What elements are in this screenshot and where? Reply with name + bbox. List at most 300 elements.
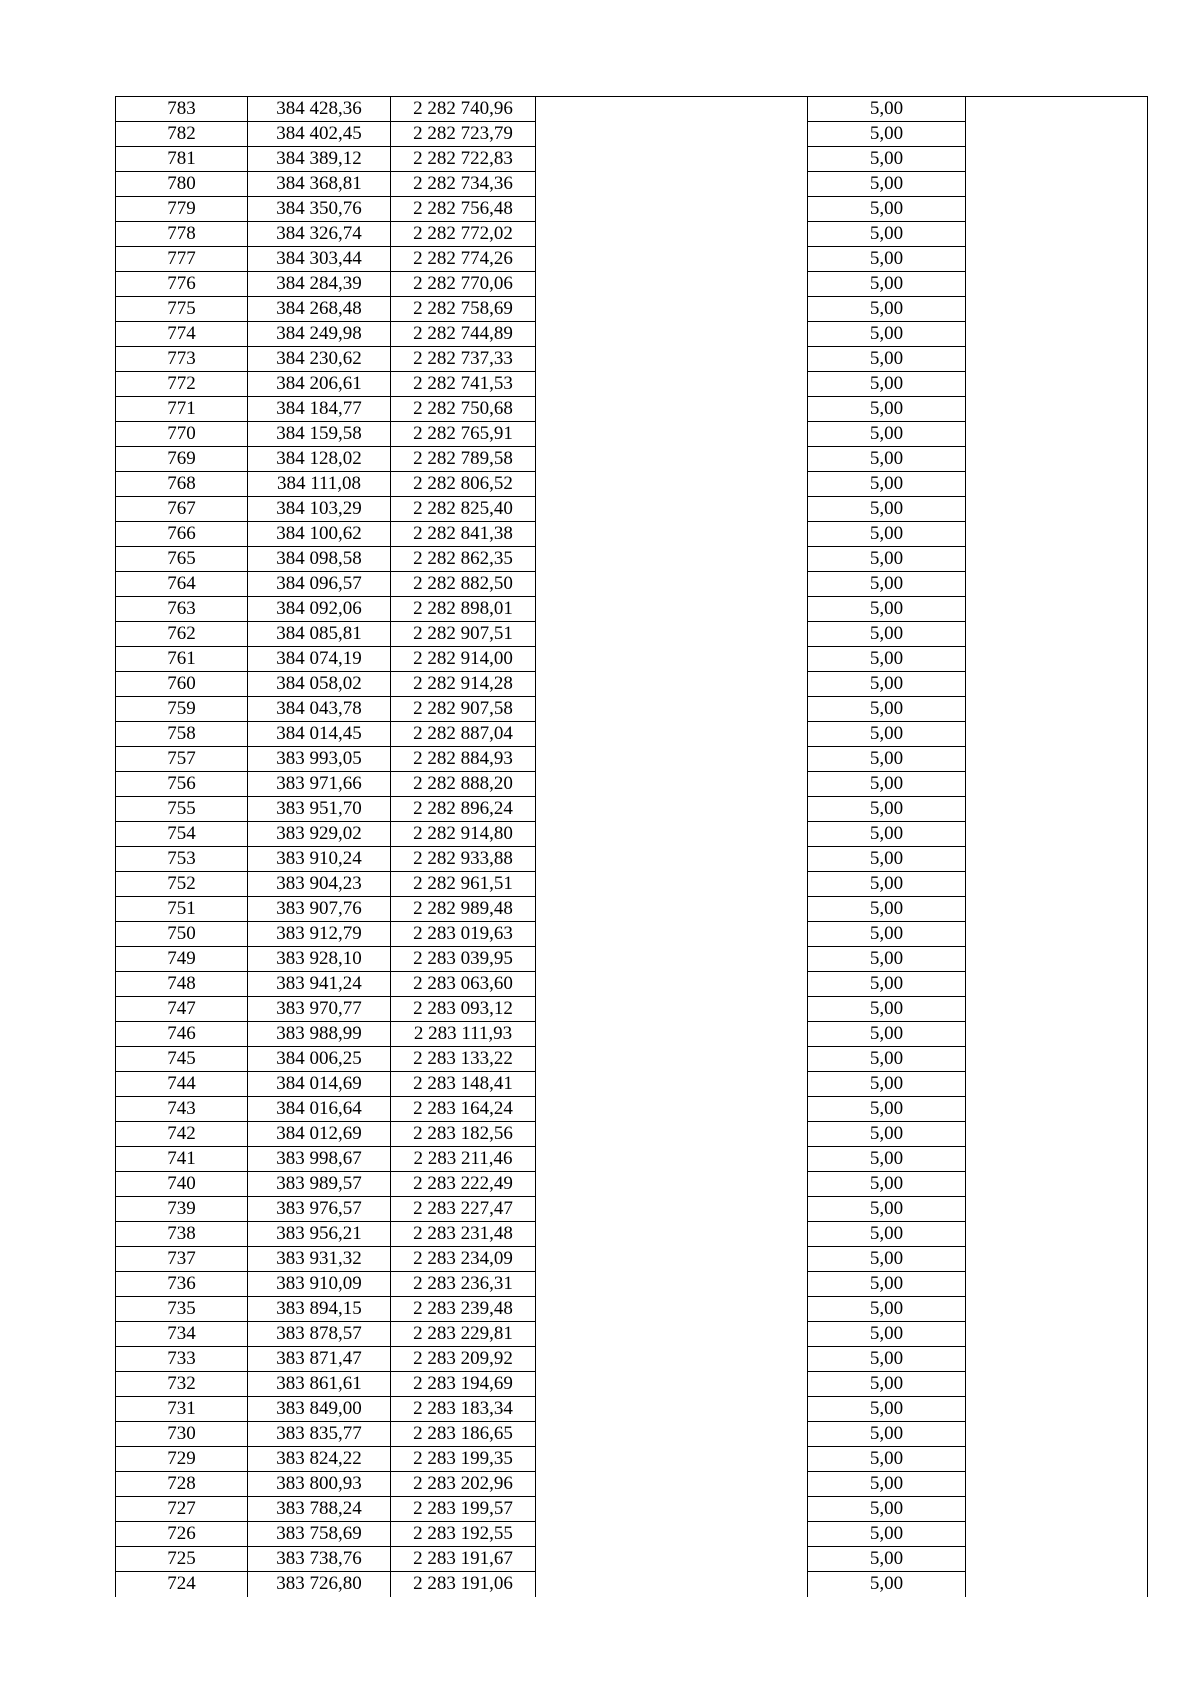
table-row bbox=[115, 672, 1147, 697]
point-number-cell: 765 bbox=[115, 547, 247, 572]
empty-cell bbox=[535, 997, 807, 1022]
point-number-cell: 738 bbox=[115, 1222, 247, 1247]
value-cell: 5,00 bbox=[807, 1172, 965, 1197]
value-cell: 5,00 bbox=[807, 272, 965, 297]
y-coordinate-cell: 2 282 750,68 bbox=[390, 397, 535, 422]
y-coordinate-cell: 2 283 191,67 bbox=[390, 1547, 535, 1572]
value-cell: 5,00 bbox=[807, 797, 965, 822]
empty-cell bbox=[965, 722, 1147, 747]
empty-cell bbox=[535, 522, 807, 547]
y-coordinate-cell: 2 282 887,04 bbox=[390, 722, 535, 747]
empty-cell bbox=[535, 897, 807, 922]
point-number-cell: 780 bbox=[115, 172, 247, 197]
y-coordinate-cell: 2 283 229,81 bbox=[390, 1322, 535, 1347]
empty-cell bbox=[535, 1322, 807, 1347]
y-coordinate-cell: 2 283 019,63 bbox=[390, 922, 535, 947]
empty-cell bbox=[535, 947, 807, 972]
table-row bbox=[115, 572, 1147, 597]
y-coordinate-cell: 2 283 227,47 bbox=[390, 1197, 535, 1222]
empty-cell bbox=[965, 1522, 1147, 1547]
value-cell: 5,00 bbox=[807, 1547, 965, 1572]
y-coordinate-cell: 2 282 734,36 bbox=[390, 172, 535, 197]
x-coordinate-cell: 383 878,57 bbox=[247, 1322, 390, 1347]
point-number-cell: 724 bbox=[115, 1572, 247, 1597]
empty-cell bbox=[535, 1497, 807, 1522]
empty-cell bbox=[965, 272, 1147, 297]
table-row bbox=[115, 922, 1147, 947]
empty-cell bbox=[535, 1472, 807, 1497]
y-coordinate-cell: 2 282 825,40 bbox=[390, 497, 535, 522]
value-cell: 5,00 bbox=[807, 472, 965, 497]
point-number-cell: 729 bbox=[115, 1447, 247, 1472]
value-cell: 5,00 bbox=[807, 1147, 965, 1172]
table-row bbox=[115, 272, 1147, 297]
empty-cell bbox=[535, 447, 807, 472]
y-coordinate-cell: 2 282 723,79 bbox=[390, 122, 535, 147]
empty-cell bbox=[535, 147, 807, 172]
table-row bbox=[115, 197, 1147, 222]
empty-cell bbox=[535, 1347, 807, 1372]
value-cell: 5,00 bbox=[807, 547, 965, 572]
empty-cell bbox=[535, 872, 807, 897]
x-coordinate-cell: 384 350,76 bbox=[247, 197, 390, 222]
table-row bbox=[115, 1097, 1147, 1122]
table-row bbox=[115, 1297, 1147, 1322]
empty-cell bbox=[965, 1447, 1147, 1472]
value-cell: 5,00 bbox=[807, 147, 965, 172]
empty-cell bbox=[965, 572, 1147, 597]
value-cell: 5,00 bbox=[807, 972, 965, 997]
empty-cell bbox=[535, 972, 807, 997]
empty-cell bbox=[535, 372, 807, 397]
x-coordinate-cell: 384 326,74 bbox=[247, 222, 390, 247]
empty-cell bbox=[535, 497, 807, 522]
empty-cell bbox=[965, 122, 1147, 147]
table-row bbox=[115, 1447, 1147, 1472]
x-coordinate-cell: 384 014,45 bbox=[247, 722, 390, 747]
value-cell: 5,00 bbox=[807, 597, 965, 622]
y-coordinate-cell: 2 282 765,91 bbox=[390, 422, 535, 447]
y-coordinate-cell: 2 282 961,51 bbox=[390, 872, 535, 897]
empty-cell bbox=[965, 547, 1147, 572]
empty-cell bbox=[535, 1072, 807, 1097]
x-coordinate-cell: 384 268,48 bbox=[247, 297, 390, 322]
value-cell: 5,00 bbox=[807, 197, 965, 222]
point-number-cell: 766 bbox=[115, 522, 247, 547]
value-cell: 5,00 bbox=[807, 447, 965, 472]
value-cell: 5,00 bbox=[807, 372, 965, 397]
value-cell: 5,00 bbox=[807, 922, 965, 947]
table-row bbox=[115, 1247, 1147, 1272]
point-number-cell: 753 bbox=[115, 847, 247, 872]
empty-cell bbox=[535, 922, 807, 947]
table-row bbox=[115, 1222, 1147, 1247]
empty-cell bbox=[965, 1122, 1147, 1147]
point-number-cell: 751 bbox=[115, 897, 247, 922]
table-row bbox=[115, 447, 1147, 472]
point-number-cell: 749 bbox=[115, 947, 247, 972]
value-cell: 5,00 bbox=[807, 1522, 965, 1547]
x-coordinate-cell: 383 951,70 bbox=[247, 797, 390, 822]
table-row bbox=[115, 347, 1147, 372]
table-row bbox=[115, 472, 1147, 497]
point-number-cell: 762 bbox=[115, 622, 247, 647]
y-coordinate-cell: 2 283 186,65 bbox=[390, 1422, 535, 1447]
x-coordinate-cell: 384 368,81 bbox=[247, 172, 390, 197]
x-coordinate-cell: 383 910,24 bbox=[247, 847, 390, 872]
point-number-cell: 783 bbox=[115, 97, 247, 122]
point-number-cell: 737 bbox=[115, 1247, 247, 1272]
x-coordinate-cell: 384 058,02 bbox=[247, 672, 390, 697]
empty-cell bbox=[965, 1147, 1147, 1172]
x-coordinate-cell: 383 929,02 bbox=[247, 822, 390, 847]
empty-cell bbox=[965, 597, 1147, 622]
point-number-cell: 734 bbox=[115, 1322, 247, 1347]
x-coordinate-cell: 383 989,57 bbox=[247, 1172, 390, 1197]
empty-cell bbox=[965, 1097, 1147, 1122]
x-coordinate-cell: 384 103,29 bbox=[247, 497, 390, 522]
empty-cell bbox=[965, 97, 1147, 122]
table-row bbox=[115, 322, 1147, 347]
y-coordinate-cell: 2 282 862,35 bbox=[390, 547, 535, 572]
empty-cell bbox=[965, 1497, 1147, 1522]
empty-cell bbox=[965, 997, 1147, 1022]
value-cell: 5,00 bbox=[807, 847, 965, 872]
y-coordinate-cell: 2 283 093,12 bbox=[390, 997, 535, 1022]
y-coordinate-cell: 2 282 770,06 bbox=[390, 272, 535, 297]
table-row bbox=[115, 1522, 1147, 1547]
empty-cell bbox=[965, 1222, 1147, 1247]
x-coordinate-cell: 384 206,61 bbox=[247, 372, 390, 397]
table-row bbox=[115, 897, 1147, 922]
value-cell: 5,00 bbox=[807, 222, 965, 247]
y-coordinate-cell: 2 282 774,26 bbox=[390, 247, 535, 272]
x-coordinate-cell: 384 016,64 bbox=[247, 1097, 390, 1122]
value-cell: 5,00 bbox=[807, 897, 965, 922]
y-coordinate-cell: 2 282 841,38 bbox=[390, 522, 535, 547]
x-coordinate-cell: 384 284,39 bbox=[247, 272, 390, 297]
empty-cell bbox=[965, 697, 1147, 722]
value-cell: 5,00 bbox=[807, 647, 965, 672]
value-cell: 5,00 bbox=[807, 1022, 965, 1047]
x-coordinate-cell: 384 085,81 bbox=[247, 622, 390, 647]
empty-cell bbox=[535, 747, 807, 772]
point-number-cell: 741 bbox=[115, 1147, 247, 1172]
empty-cell bbox=[535, 1297, 807, 1322]
table-row bbox=[115, 97, 1147, 122]
x-coordinate-cell: 384 111,08 bbox=[247, 472, 390, 497]
y-coordinate-cell: 2 283 222,49 bbox=[390, 1172, 535, 1197]
empty-cell bbox=[965, 1197, 1147, 1222]
y-coordinate-cell: 2 283 209,92 bbox=[390, 1347, 535, 1372]
y-coordinate-cell: 2 282 789,58 bbox=[390, 447, 535, 472]
point-number-cell: 736 bbox=[115, 1272, 247, 1297]
point-number-cell: 767 bbox=[115, 497, 247, 522]
value-cell: 5,00 bbox=[807, 1122, 965, 1147]
empty-cell bbox=[965, 347, 1147, 372]
empty-cell bbox=[535, 1572, 807, 1597]
table-row bbox=[115, 597, 1147, 622]
empty-cell bbox=[535, 547, 807, 572]
empty-cell bbox=[535, 1122, 807, 1147]
empty-cell bbox=[965, 772, 1147, 797]
point-number-cell: 755 bbox=[115, 797, 247, 822]
y-coordinate-cell: 2 282 933,88 bbox=[390, 847, 535, 872]
value-cell: 5,00 bbox=[807, 522, 965, 547]
empty-cell bbox=[535, 1097, 807, 1122]
empty-cell bbox=[965, 522, 1147, 547]
y-coordinate-cell: 2 282 896,24 bbox=[390, 797, 535, 822]
table-row bbox=[115, 222, 1147, 247]
x-coordinate-cell: 384 100,62 bbox=[247, 522, 390, 547]
x-coordinate-cell: 384 230,62 bbox=[247, 347, 390, 372]
table-row bbox=[115, 397, 1147, 422]
point-number-cell: 747 bbox=[115, 997, 247, 1022]
point-number-cell: 772 bbox=[115, 372, 247, 397]
point-number-cell: 728 bbox=[115, 1472, 247, 1497]
y-coordinate-cell: 2 282 888,20 bbox=[390, 772, 535, 797]
empty-cell bbox=[965, 622, 1147, 647]
y-coordinate-cell: 2 283 164,24 bbox=[390, 1097, 535, 1122]
table-row bbox=[115, 1147, 1147, 1172]
y-coordinate-cell: 2 282 722,83 bbox=[390, 147, 535, 172]
empty-cell bbox=[535, 1172, 807, 1197]
value-cell: 5,00 bbox=[807, 422, 965, 447]
value-cell: 5,00 bbox=[807, 347, 965, 372]
y-coordinate-cell: 2 283 039,95 bbox=[390, 947, 535, 972]
empty-cell bbox=[965, 1297, 1147, 1322]
value-cell: 5,00 bbox=[807, 1272, 965, 1297]
x-coordinate-cell: 383 976,57 bbox=[247, 1197, 390, 1222]
empty-cell bbox=[965, 172, 1147, 197]
empty-cell bbox=[965, 222, 1147, 247]
point-number-cell: 777 bbox=[115, 247, 247, 272]
y-coordinate-cell: 2 283 182,56 bbox=[390, 1122, 535, 1147]
y-coordinate-cell: 2 282 744,89 bbox=[390, 322, 535, 347]
x-coordinate-cell: 384 096,57 bbox=[247, 572, 390, 597]
x-coordinate-cell: 384 159,58 bbox=[247, 422, 390, 447]
table-row bbox=[115, 172, 1147, 197]
table-row bbox=[115, 1272, 1147, 1297]
point-number-cell: 735 bbox=[115, 1297, 247, 1322]
table-row bbox=[115, 1472, 1147, 1497]
x-coordinate-cell: 384 014,69 bbox=[247, 1072, 390, 1097]
table-row bbox=[115, 1322, 1147, 1347]
x-coordinate-cell: 384 184,77 bbox=[247, 397, 390, 422]
value-cell: 5,00 bbox=[807, 1472, 965, 1497]
x-coordinate-cell: 383 726,80 bbox=[247, 1572, 390, 1597]
point-number-cell: 763 bbox=[115, 597, 247, 622]
empty-cell bbox=[535, 672, 807, 697]
value-cell: 5,00 bbox=[807, 1372, 965, 1397]
y-coordinate-cell: 2 283 199,35 bbox=[390, 1447, 535, 1472]
table-row bbox=[115, 997, 1147, 1022]
empty-cell bbox=[535, 222, 807, 247]
table-row bbox=[115, 822, 1147, 847]
value-cell: 5,00 bbox=[807, 822, 965, 847]
value-cell: 5,00 bbox=[807, 1297, 965, 1322]
x-coordinate-cell: 384 249,98 bbox=[247, 322, 390, 347]
x-coordinate-cell: 384 043,78 bbox=[247, 697, 390, 722]
y-coordinate-cell: 2 283 148,41 bbox=[390, 1072, 535, 1097]
empty-cell bbox=[965, 1572, 1147, 1597]
table-row bbox=[115, 747, 1147, 772]
value-cell: 5,00 bbox=[807, 297, 965, 322]
empty-cell bbox=[965, 747, 1147, 772]
y-coordinate-cell: 2 282 772,02 bbox=[390, 222, 535, 247]
point-number-cell: 760 bbox=[115, 672, 247, 697]
table-row bbox=[115, 1372, 1147, 1397]
empty-cell bbox=[965, 1322, 1147, 1347]
x-coordinate-cell: 383 956,21 bbox=[247, 1222, 390, 1247]
point-number-cell: 761 bbox=[115, 647, 247, 672]
empty-cell bbox=[535, 122, 807, 147]
y-coordinate-cell: 2 282 914,00 bbox=[390, 647, 535, 672]
x-coordinate-cell: 383 824,22 bbox=[247, 1447, 390, 1472]
empty-cell bbox=[535, 622, 807, 647]
value-cell: 5,00 bbox=[807, 1572, 965, 1597]
empty-cell bbox=[535, 572, 807, 597]
y-coordinate-cell: 2 283 194,69 bbox=[390, 1372, 535, 1397]
empty-cell bbox=[535, 1397, 807, 1422]
x-coordinate-cell: 383 970,77 bbox=[247, 997, 390, 1022]
y-coordinate-cell: 2 282 907,58 bbox=[390, 697, 535, 722]
value-cell: 5,00 bbox=[807, 497, 965, 522]
point-number-cell: 776 bbox=[115, 272, 247, 297]
table-row bbox=[115, 522, 1147, 547]
point-number-cell: 740 bbox=[115, 1172, 247, 1197]
empty-cell bbox=[535, 822, 807, 847]
point-number-cell: 725 bbox=[115, 1547, 247, 1572]
table-row bbox=[115, 1422, 1147, 1447]
y-coordinate-cell: 2 282 740,96 bbox=[390, 97, 535, 122]
value-cell: 5,00 bbox=[807, 1222, 965, 1247]
value-cell: 5,00 bbox=[807, 947, 965, 972]
value-cell: 5,00 bbox=[807, 872, 965, 897]
empty-cell bbox=[535, 397, 807, 422]
x-coordinate-cell: 383 758,69 bbox=[247, 1522, 390, 1547]
x-coordinate-cell: 383 738,76 bbox=[247, 1547, 390, 1572]
x-coordinate-cell: 384 402,45 bbox=[247, 122, 390, 147]
x-coordinate-cell: 383 871,47 bbox=[247, 1347, 390, 1372]
value-cell: 5,00 bbox=[807, 1497, 965, 1522]
empty-cell bbox=[965, 897, 1147, 922]
y-coordinate-cell: 2 283 231,48 bbox=[390, 1222, 535, 1247]
empty-cell bbox=[965, 1247, 1147, 1272]
table-row bbox=[115, 847, 1147, 872]
empty-cell bbox=[535, 472, 807, 497]
value-cell: 5,00 bbox=[807, 622, 965, 647]
point-number-cell: 748 bbox=[115, 972, 247, 997]
empty-cell bbox=[535, 322, 807, 347]
point-number-cell: 746 bbox=[115, 1022, 247, 1047]
table-row bbox=[115, 122, 1147, 147]
empty-cell bbox=[535, 1547, 807, 1572]
table-row bbox=[115, 1397, 1147, 1422]
point-number-cell: 750 bbox=[115, 922, 247, 947]
y-coordinate-cell: 2 282 756,48 bbox=[390, 197, 535, 222]
table-row bbox=[115, 797, 1147, 822]
point-number-cell: 731 bbox=[115, 1397, 247, 1422]
x-coordinate-cell: 383 910,09 bbox=[247, 1272, 390, 1297]
point-number-cell: 781 bbox=[115, 147, 247, 172]
empty-cell bbox=[535, 1247, 807, 1272]
empty-cell bbox=[535, 1522, 807, 1547]
point-number-cell: 764 bbox=[115, 572, 247, 597]
empty-cell bbox=[535, 1422, 807, 1447]
empty-cell bbox=[965, 397, 1147, 422]
empty-cell bbox=[965, 447, 1147, 472]
point-number-cell: 774 bbox=[115, 322, 247, 347]
point-number-cell: 727 bbox=[115, 1497, 247, 1522]
x-coordinate-cell: 383 849,00 bbox=[247, 1397, 390, 1422]
value-cell: 5,00 bbox=[807, 1322, 965, 1347]
x-coordinate-cell: 384 389,12 bbox=[247, 147, 390, 172]
table-row bbox=[115, 1022, 1147, 1047]
value-cell: 5,00 bbox=[807, 722, 965, 747]
x-coordinate-cell: 384 006,25 bbox=[247, 1047, 390, 1072]
empty-cell bbox=[965, 197, 1147, 222]
value-cell: 5,00 bbox=[807, 1047, 965, 1072]
empty-cell bbox=[965, 247, 1147, 272]
point-number-cell: 758 bbox=[115, 722, 247, 747]
x-coordinate-cell: 383 912,79 bbox=[247, 922, 390, 947]
empty-cell bbox=[965, 1272, 1147, 1297]
y-coordinate-cell: 2 283 199,57 bbox=[390, 1497, 535, 1522]
y-coordinate-cell: 2 283 191,06 bbox=[390, 1572, 535, 1597]
point-number-cell: 745 bbox=[115, 1047, 247, 1072]
point-number-cell: 739 bbox=[115, 1197, 247, 1222]
table-row bbox=[115, 247, 1147, 272]
empty-cell bbox=[965, 497, 1147, 522]
value-cell: 5,00 bbox=[807, 122, 965, 147]
point-number-cell: 756 bbox=[115, 772, 247, 797]
x-coordinate-cell: 383 998,67 bbox=[247, 1147, 390, 1172]
empty-cell bbox=[535, 772, 807, 797]
empty-cell bbox=[965, 972, 1147, 997]
table-row bbox=[115, 972, 1147, 997]
x-coordinate-cell: 384 012,69 bbox=[247, 1122, 390, 1147]
empty-cell bbox=[965, 1547, 1147, 1572]
table-row bbox=[115, 1047, 1147, 1072]
y-coordinate-cell: 2 283 133,22 bbox=[390, 1047, 535, 1072]
y-coordinate-cell: 2 283 202,96 bbox=[390, 1472, 535, 1497]
table-row bbox=[115, 1197, 1147, 1222]
empty-cell bbox=[535, 272, 807, 297]
x-coordinate-cell: 383 894,15 bbox=[247, 1297, 390, 1322]
empty-cell bbox=[965, 1397, 1147, 1422]
empty-cell bbox=[535, 1147, 807, 1172]
x-coordinate-cell: 384 092,06 bbox=[247, 597, 390, 622]
empty-cell bbox=[535, 422, 807, 447]
empty-cell bbox=[965, 1022, 1147, 1047]
empty-cell bbox=[535, 97, 807, 122]
empty-cell bbox=[535, 172, 807, 197]
x-coordinate-cell: 383 904,23 bbox=[247, 872, 390, 897]
value-cell: 5,00 bbox=[807, 397, 965, 422]
empty-cell bbox=[535, 847, 807, 872]
point-number-cell: 757 bbox=[115, 747, 247, 772]
point-number-cell: 771 bbox=[115, 397, 247, 422]
empty-cell bbox=[965, 1372, 1147, 1397]
table-row bbox=[115, 547, 1147, 572]
empty-cell bbox=[535, 597, 807, 622]
empty-cell bbox=[535, 1447, 807, 1472]
value-cell: 5,00 bbox=[807, 322, 965, 347]
x-coordinate-cell: 384 098,58 bbox=[247, 547, 390, 572]
point-number-cell: 732 bbox=[115, 1372, 247, 1397]
value-cell: 5,00 bbox=[807, 672, 965, 697]
